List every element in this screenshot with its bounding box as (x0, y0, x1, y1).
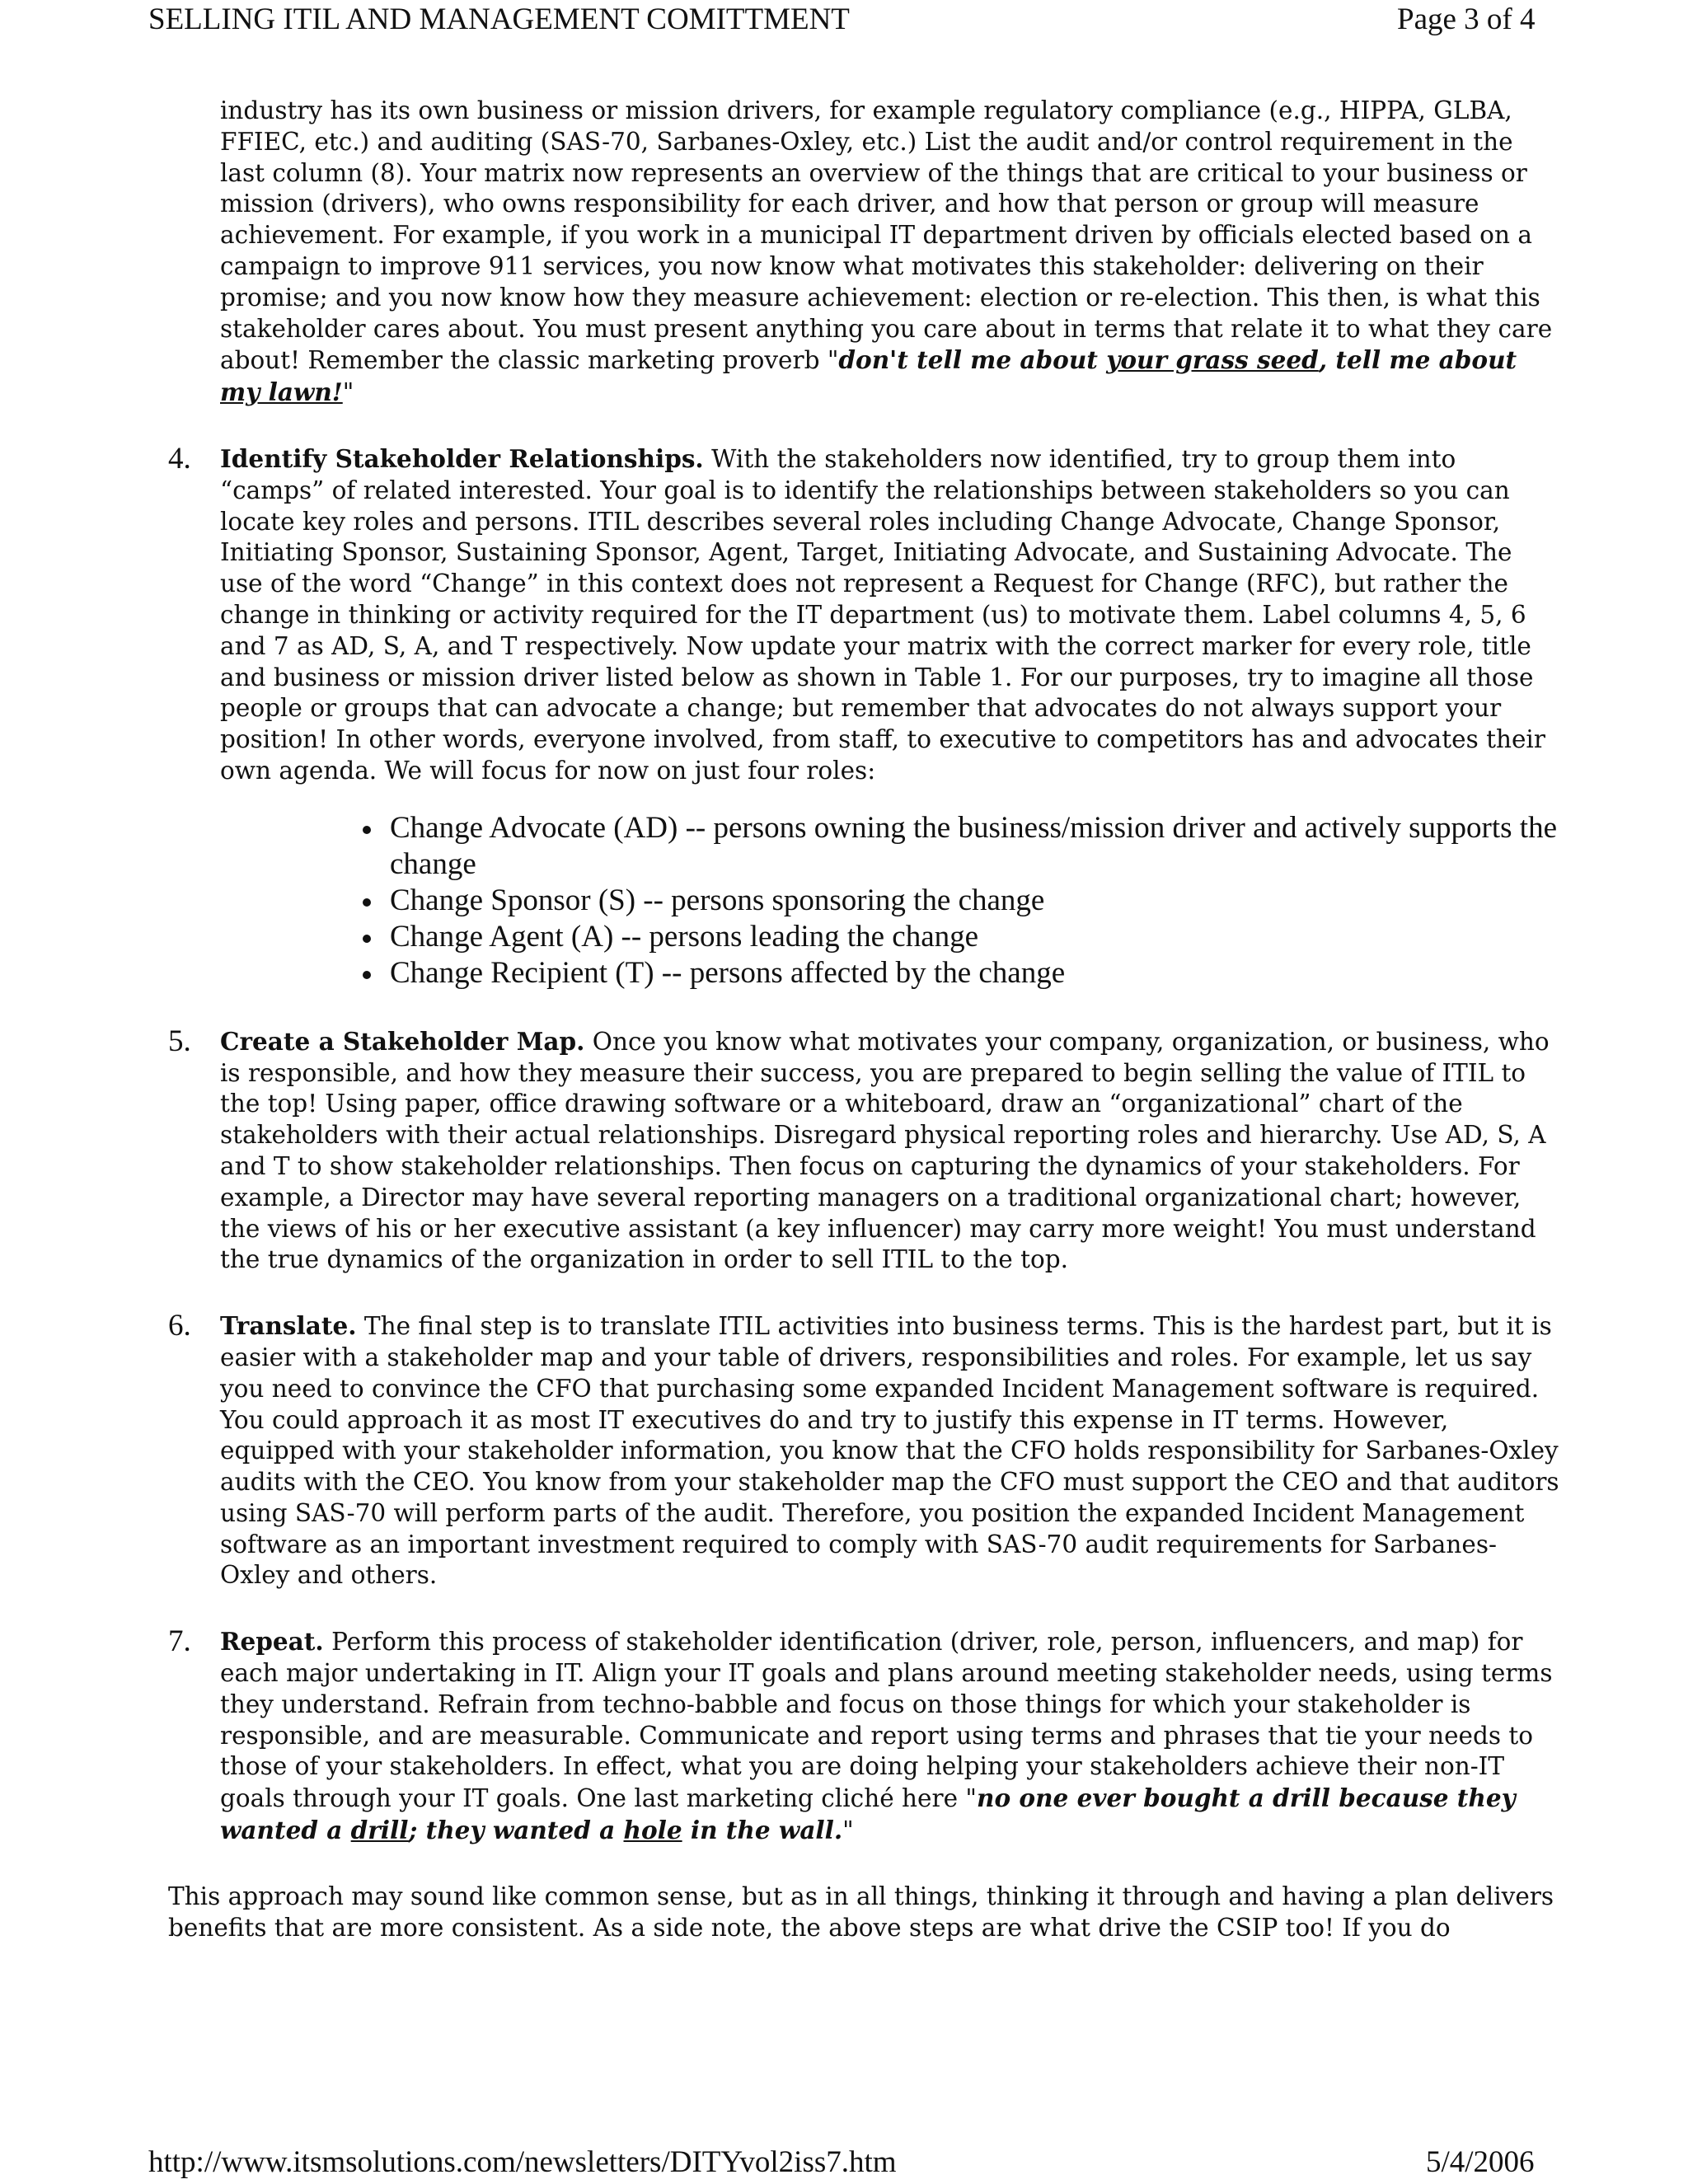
step-paragraph (220, 1626, 1562, 1847)
proverb-part: don't tell me about (838, 345, 1107, 375)
step-6 (132, 1310, 1562, 1591)
closing-paragraph: This approach may sound like common sense, but as in all things, thinking it through and having a plan delivers benefits that are more consistent. As a side note, the above steps are what drive the CSIP too! If you do (168, 1882, 1554, 1942)
step-text: Perform this process of stakeholder identification (driver, role, person, influencers, and map) for each major undertaking in IT. Align your IT goals and plans around meeting stakeholder needs, using terms they understand. Refrain from techno-babble and focus on those things for which your stakeholder is responsible, and are measurable. Communicate and report using terms and phrases that tie your needs to those of your stakeholders. In effect, what you are doing helping your stakeholders achieve their non-IT goals through your IT goals. One last marketing cliché here " (220, 1628, 1553, 1813)
cliche-underlined: drill (350, 1816, 409, 1845)
step-text: Once you know what motivates your company, organization, or business, who is responsible, and how they measure their success, you are prepared to begin selling the value of ITIL to the top! Using paper, office drawing software or a whiteboard, draw an “organizational” chart of the stakeholders with their actual relationships. Disregard physical reporting roles and hierarchy. Use AD, S, A and T to show stakeholder relationships. Then focus on capturing the dynamics of your stakeholders. For example, a Director may have several reporting managers on a traditional organizational chart; however, the views of his or her executive assistant (a key influencer) may carry more weight! You must understand the true dynamics of the organization in order to sell ITIL to the top. (220, 1027, 1550, 1274)
cliche-part: no one ever bought a drill because they wanted a (220, 1783, 1516, 1845)
continued-paragraph (220, 96, 1562, 409)
step-text: The final step is to translate ITIL activities into business terms. This is the hardest part, but it is easier with a stakeholder map and your table of drivers, responsibilities and roles. For example, let us say you need to convince the CFO that purchasing some expanded Incident Management software is required. You could approach it as most IT executives do and try to justify this expense in IT terms. However, equipped with your stakeholder information, you know that the CFO holds responsibility for Sarbanes-Oxley audits with the CEO. You know from your stakeholder map the CFO must support the CEO and that auditors using SAS-70 will perform parts of the audit. Therefore, you position the expanded Incident Management software as an important investment required to comply with SAS-70 audit requirements for Sarbanes-Oxley and others. (220, 1312, 1559, 1590)
role-item: Change Agent (A) -- persons leading the change (390, 919, 1562, 955)
step-4 (132, 443, 1562, 991)
step-number: 7. (168, 1624, 191, 1659)
step-7 (132, 1626, 1562, 1847)
cliche-underlined: hole (623, 1816, 682, 1845)
footer-date: 5/4/2006 (1426, 2145, 1535, 2179)
step-paragraph (220, 1026, 1562, 1276)
role-item: Change Sponsor (S) -- persons sponsoring the change (390, 883, 1562, 919)
header-title: SELLING ITIL AND MANAGEMENT COMITTMENT (148, 2, 850, 36)
proverb-close: " (342, 378, 354, 407)
step-text: With the stakeholders now identified, try to group them into “camps” of related interested. Your goal is to identify the relationships between stakeholders so you can locate key roles and persons. ITIL describes several roles including Change Advocate, Change Sponsor, Initiating Sponsor, Sustaining Sponsor, Agent, Target, Initiating Advocate, and Sustaining Advocate. The use of the word “Change” in this context does not represent a Request for Change (RFC), but rather the change in thinking or activity required for the IT department (us) to motivate them. Label columns 4, 5, 6 and 7 as AD, S, A, and T respectively. Now update your matrix with the correct marker for every role, title and business or mission driver listed below as shown in Table 1. For our purposes, try to imagine all those people or groups that can advocate a change; but remember that advocates do not always support your position! In other words, everyone involved, from staff, to executive to competitors has and advocates their own agenda. We will focus for now on just four roles: (220, 444, 1545, 785)
cliche-part: ; they wanted a (408, 1816, 624, 1845)
step-title: Identify Stakeholder Relationships. (220, 443, 704, 473)
proverb-underlined: my lawn! (220, 377, 343, 407)
page-header (0, 2, 1688, 41)
role-item: Change Advocate (AD) -- persons owning the business/mission driver and actively supports the change (390, 810, 1562, 883)
proverb-underlined: your grass seed (1106, 345, 1319, 375)
header-page-number: Page 3 of 4 (1397, 2, 1536, 36)
page-footer (0, 2144, 1688, 2184)
role-item: Change Recipient (T) -- persons affected by the change (390, 955, 1562, 991)
continued-text: industry has its own business or mission drivers, for example regulatory compliance (e.g., HIPPA, GLBA, FFIEC, etc.) and auditing (SAS-70, Sarbanes-Oxley, etc.) List the audit and/or control requirement in the last column (8). Your matrix now represents an overview of the things that are critical to your business or mission (drivers), who owns responsibility for each driver, and how that person or group will measure achievement. For example, if you work in a municipal IT department driven by officials elected based on a campaign to improve 911 services, you now know what motivates this stakeholder: delivering on their promise; and you now know how they measure achievement: election or re-election. This then, is what this stakeholder cares about. You must present anything you care about in terms that relate it to what they care about! Remember the classic marketing proverb " (220, 96, 1553, 375)
step-number: 5. (168, 1024, 191, 1058)
step-paragraph (220, 1310, 1562, 1591)
step-number: 6. (168, 1309, 191, 1343)
step-paragraph (220, 443, 1562, 787)
step-title: Translate. (220, 1311, 357, 1341)
step-5 (132, 1026, 1562, 1276)
cliche-part: in the wall. (682, 1816, 843, 1845)
step-title: Create a Stakeholder Map. (220, 1026, 585, 1056)
roles-list (220, 810, 1562, 991)
step-number: 4. (168, 441, 191, 476)
footer-url: http://www.itsmsolutions.com/newsletters/DITYvol2iss7.htm (148, 2145, 897, 2179)
step-title: Repeat. (220, 1627, 324, 1657)
cliche-close: " (842, 1816, 854, 1845)
document-body (132, 96, 1562, 2041)
proverb-part: , tell me about (1318, 345, 1517, 375)
